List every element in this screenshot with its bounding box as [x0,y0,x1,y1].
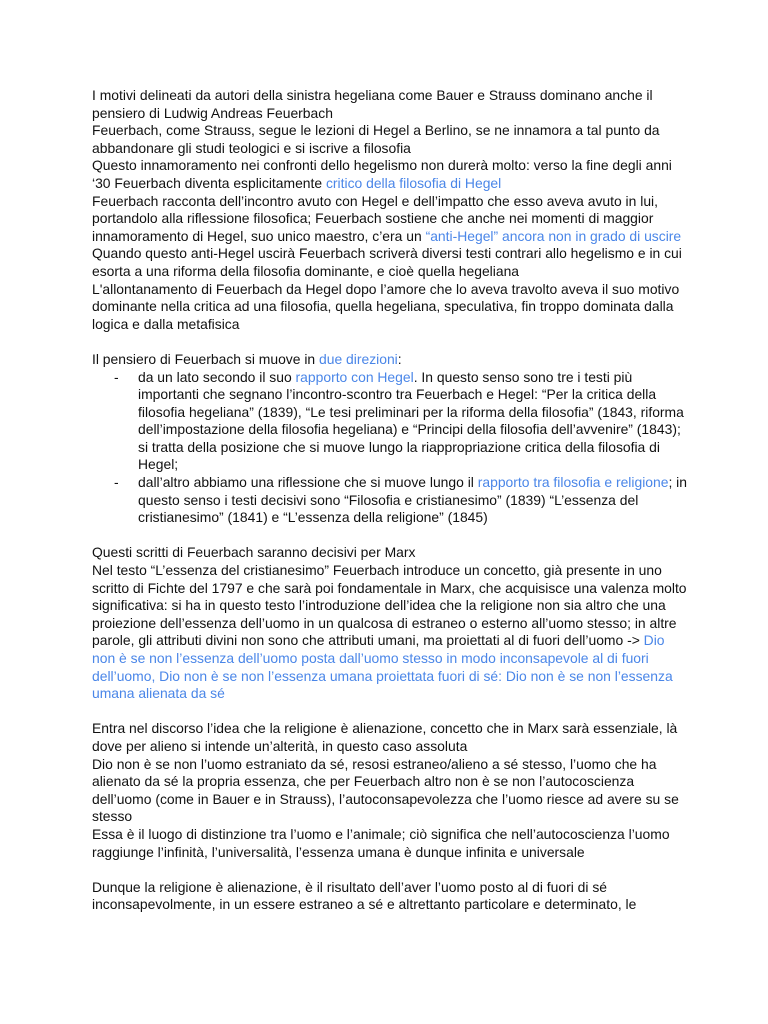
blank-line [92,861,688,879]
conclusion-section [92,879,688,914]
highlighted-text: critico della filosofia di Hegel [325,174,502,191]
list-item-text: . In questo senso sono tre i testi più importanti che segnano l’incontro-scontro tra Feuerbach e Hegel: “Per la critica della filosofia hegeliana” (1839), “Le tesi preliminari per la riforma della filosofia” (1843, riforma dell’impostazione della filosofia hegeliana) e “Principi della filosofia dell’avvenire” (1843); si tratta della posizione che si muove lungo la riappropriazione critica della filosofia di Hegel; [138,368,684,473]
list-item-text: da un lato secondo il suo [138,368,296,385]
paragraph: L'allontanamento di Feuerbach da Hegel dopo l’amore che lo aveva travolto aveva il suo motivo dominante nella critica ad una filosofia, quella hegeliana, speculativa, fin troppo dominata dalla logica e dalla metafisica [92,280,680,332]
paragraph-text: Il pensiero di Feuerbach si muove in [92,350,319,367]
list-item [92,369,688,475]
paragraph: Questi scritti di Feuerbach saranno decisivi per Marx [92,544,416,561]
paragraph-text: Feuerbach racconta dell’incontro avuto con Hegel e dell’impatto che esso aveva avuto in lui, portandolo alla riflessione filosofica; Feuerbach sostiene che anche nei momenti di maggior innamoramento di Hegel, suo unico maestro, c’era un [92,192,658,244]
paragraph: Entra nel discorso l’idea che la religione è alienazione, concetto che in Marx sarà essenziale, là dove per alieno si intende un’alterità, in questo caso assoluta [92,720,678,754]
paragraph: I motivi delineati da autori della sinistra hegeliana come Bauer e Strauss dominano anche il pensiero di Ludwig Andreas Feuerbach [92,87,653,121]
paragraph-text: : [397,350,402,367]
highlighted-text: due direzioni [319,350,398,367]
list-item-text: ; in questo senso i testi decisivi sono “Filosofia e cristianesimo” (1839) “L’essenza del cristianesimo” (1841) e “L’essenza della religione” (1845) [138,474,687,526]
paragraph-text: Nel testo “L’essenza del cristianesimo” Feuerbach introduce un concetto, già presente in uno scritto di Fichte del 1797 e che sarà poi fondamentale in Marx, che acquisisce una valenza molto significativa: si ha in questo testo l’introduzione dell’idea che la religione non sia altro che una proiezione dell’essenza dell’uomo in un qualcosa di estraneo o esterno all’uomo stesso; in altre parole, gli attributi divini non sono che attributi umani, ma proiettati al di fuori dell’uomo -> [92,562,687,649]
blank-line [92,333,688,351]
highlighted-text: rapporto con Hegel [295,368,414,385]
paragraph: Dunque la religione è alienazione, è il risultato dell’aver l’uomo posto al di fuori di sé inconsapevolmente, in un essere estraneo a sé e altrettanto particolare e determinato, le [92,878,637,913]
paragraph [92,351,688,369]
list-item-text: dall’altro abbiamo una riflessione che si muove lungo il [138,474,478,491]
paragraph [92,157,688,192]
paragraph [92,193,688,246]
highlighted-text: “anti-Hegel” ancora non in grado di uscire [425,227,682,244]
paragraph: Essa è il luogo di distinzione tra l’uomo e l’animale; ciò significa che nell’autocoscienza l’uomo raggiunge l’infinità, l’universalità, l’essenza umana è dunque infinita e universale [92,825,670,860]
paragraph [92,562,688,703]
paragraph-text: Questo innamoramento nei confronti dello hegelismo non durerà molto: verso la fine degli anni ‘30 Feuerbach diventa esplicitamente [92,157,672,191]
blank-line [92,703,688,721]
alienation-section [92,720,688,861]
highlighted-text: rapporto tra filosofia e religione [477,474,669,491]
directions-section [92,351,688,527]
paragraph: Quando questo anti-Hegel uscirà Feuerbach scriverà diversi testi contrari allo hegelismo e in cui esorta a una riforma della filosofia dominante, e cioè quella hegeliana [92,245,682,279]
directions-list [92,369,688,527]
paragraph: Feuerbach, come Strauss, segue le lezioni di Hegel a Berlino, se ne innamora a tal punto da abbandonare gli studi teologici e si iscrive a filosofia [92,122,660,156]
paragraph: Dio non è se non l’uomo estraniato da sé, resosi estraneo/alieno a sé stesso, l’uomo che ha alienato da sé la propria essenza, che per Feuerbach altro non è se non l’autocoscienza dell’uomo (come in Bauer e in Strauss), l’autoconsapevolezza che l’uomo riesce ad avere su se stesso [92,755,679,825]
intro-section [92,87,688,333]
blank-line [92,527,688,545]
list-bullet: - [114,474,119,491]
marx-section [92,544,688,702]
list-item [92,474,688,527]
list-bullet: - [114,368,119,385]
highlighted-text: Dio non è se non l’essenza dell’uomo posta dall’uomo stesso in modo inconsapevole al di fuori dell’uomo, Dio non è se non l’essenza umana proiettata fuori di sé: Dio non è se non l’essenza umana alienata da sé [92,632,673,702]
